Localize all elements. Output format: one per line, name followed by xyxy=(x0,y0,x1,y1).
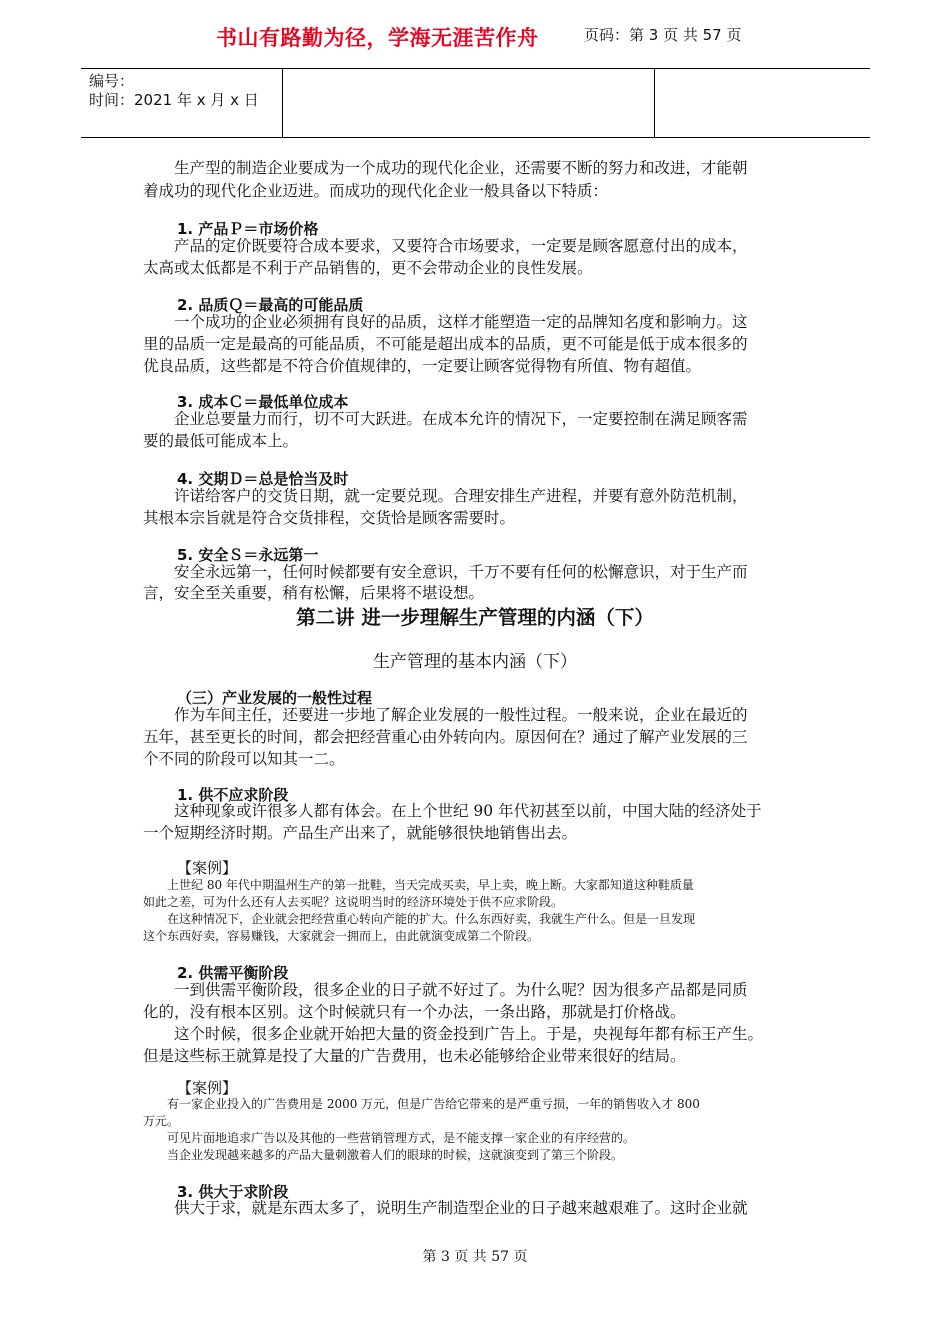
trait-text: 企业总要量力而行，切不可大跃进。在成本允许的情况下，一定要控制在满足顾客需 xyxy=(143,410,748,428)
trait-heading: 2. 品质Ｑ＝最高的可能品质 xyxy=(177,296,364,314)
trait-heading: 1. 产品Ｐ＝市场价格 xyxy=(177,220,319,238)
doc-date: 时间：2021 年 x 月 x 日 xyxy=(89,91,259,109)
trait-text: 许诺给客户的交货日期，就一定要兑现。合理安排生产进程，并要有意外防范机制， xyxy=(143,487,748,505)
stage-text: 这种现象或许很多人都有体会。在上个世纪 90 年代初甚至以前，中国大陆的经济处于 xyxy=(143,802,762,820)
trait-text: 言，安全至关重要，稍有松懈，后果将不堪设想。 xyxy=(143,584,485,602)
case-text: 这个东西好卖，容易赚钱，大家就会一拥而上，由此就演变成第二个阶段。 xyxy=(143,929,540,943)
trait-text: 一个成功的企业必须拥有良好的品质，这样才能塑造一定的品牌知名度和影响力。这 xyxy=(143,313,748,331)
case-text: 有一家企业投入的广告费用是 2000 万元，但是广告给它带来的是严重亏损，一年的销售收入才 800 xyxy=(143,1097,700,1111)
case-label: 【案例】 xyxy=(177,1079,238,1097)
stage-heading: 3. 供大于求阶段 xyxy=(177,1183,289,1201)
doc-number-label: 编号： xyxy=(89,72,135,90)
header-motto: 书山有路勤为径，学海无涯苦作舟 xyxy=(216,26,539,50)
trait-heading: 3. 成本Ｃ＝最低单位成本 xyxy=(177,393,349,411)
part-intro-line: 五年，甚至更长的时间，都会把经营重心由外转向内。原因何在？通过了解产业发展的三 xyxy=(143,728,748,746)
part-intro-line: 作为车间主任，还要进一步地了解企业发展的一般性过程。一般来说，企业在最近的 xyxy=(143,706,748,724)
trait-heading: 4. 交期Ｄ＝总是恰当及时 xyxy=(177,470,349,488)
page-footer: 第 3 页 共 57 页 xyxy=(422,1249,528,1265)
intro-line: 着成功的现代化企业迈进。而成功的现代化企业一般具备以下特质： xyxy=(143,182,609,200)
case-label: 【案例】 xyxy=(177,859,238,877)
case-text: 上世纪 80 年代中期温州生产的第一批鞋，当天完成买卖，早上卖，晚上断。大家都知道这种鞋质量 xyxy=(143,878,694,892)
stage-text: 但是这些标王就算是投了大量的广告费用，也未必能够给企业带来很好的结局。 xyxy=(143,1047,686,1065)
case-text: 在这种情况下，企业就会把经营重心转向产能的扩大。什么东西好卖，我就生产什么。但是一旦发现 xyxy=(143,912,696,926)
lecture-title: 第二讲 进一步理解生产管理的内涵（下） xyxy=(296,606,654,629)
part-heading: （三）产业发展的一般性过程 xyxy=(177,689,373,707)
stage-heading: 2. 供需平衡阶段 xyxy=(177,964,289,982)
header-page-info: 页码：第 3 页 共 57 页 xyxy=(584,26,742,44)
stage-text: 一到供需平衡阶段，很多企业的日子就不好过了。为什么呢？因为很多产品都是同质 xyxy=(143,981,748,999)
trait-heading: 5. 安全Ｓ＝永远第一 xyxy=(177,546,319,564)
trait-text: 里的品质一定是最高的可能品质，不可能是超出成本的品质，更不可能是低于成本很多的 xyxy=(143,335,748,353)
stage-text: 这个时候，很多企业就开始把大量的资金投到广告上。于是，央视每年都有标王产生。 xyxy=(143,1025,764,1043)
part-intro-line: 个不同的阶段可以知其一二。 xyxy=(143,750,345,768)
case-text: 如此之差，可为什么还有人去买呢？这说明当时的经济环境处于供不应求阶段。 xyxy=(143,895,564,909)
case-text: 万元。 xyxy=(143,1114,180,1128)
case-text: 可见片面地追求广告以及其他的一些营销管理方式，是不能支撑一家企业的有序经营的。 xyxy=(143,1131,636,1145)
trait-text: 太高或太低都是不利于产品销售的，更不会带动企业的良性发展。 xyxy=(143,259,593,277)
stage-text: 一个短期经济时期。产品生产出来了，就能够很快地销售出去。 xyxy=(143,824,578,842)
section-title: 生产管理的基本内涵（下） xyxy=(373,652,577,672)
trait-text: 要的最低可能成本上。 xyxy=(143,432,299,450)
trait-text: 其根本宗旨就是符合交货排程，交货恰是顾客需要时。 xyxy=(143,509,516,527)
stage-text: 化的，没有根本区别。这个时候就只有一个办法，一条出路，那就是打价格战。 xyxy=(143,1003,686,1021)
intro-line: 生产型的制造企业要成为一个成功的现代化企业，还需要不断的努力和改进，才能朝 xyxy=(143,159,748,177)
header-divider xyxy=(654,69,656,137)
case-text: 当企业发现越来越多的产品大量刺激着人们的眼球的时候，这就演变到了第三个阶段。 xyxy=(143,1148,624,1162)
trait-text: 产品的定价既要符合成本要求，又要符合市场要求，一定要是顾客愿意付出的成本， xyxy=(143,237,748,255)
stage-heading: 1. 供不应求阶段 xyxy=(177,786,289,804)
trait-text: 安全永远第一，任何时候都要有安全意识，千万不要有任何的松懈意识，对于生产而 xyxy=(143,563,748,581)
stage-text: 供大于求，就是东西太多了，说明生产制造型企业的日子越来越艰难了。这时企业就 xyxy=(143,1199,748,1217)
trait-text: 优良品质，这些都是不符合价值规律的，一定要让顾客觉得物有所值、物有超值。 xyxy=(143,357,702,375)
